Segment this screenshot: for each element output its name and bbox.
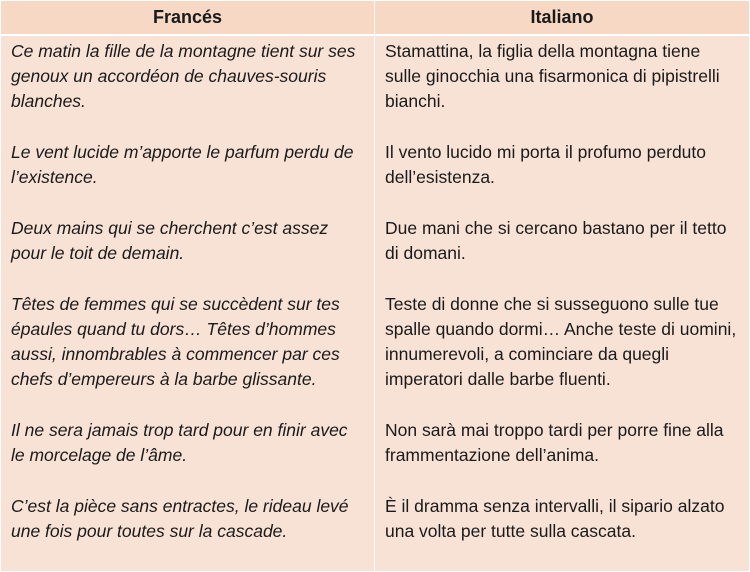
french-verse-6: C’est la pièce sans entractes, le rideau levé une fois pour toutes sur la cascade. bbox=[11, 496, 349, 541]
header-french: Francés bbox=[1, 1, 375, 36]
italian-verse-5: Non sarà mai troppo tardi per porre fine alla frammentazione dell’anima. bbox=[385, 420, 724, 465]
italian-verse-1: Stamattina, la figlia della montagna tiene sulle ginocchia una fisarmonica di pipistrelli bianchi. bbox=[385, 41, 720, 111]
italian-column bbox=[375, 35, 750, 571]
italian-verse-6: È il dramma senza intervalli, il sipario alzato una volta per tutte sulla cascata. bbox=[385, 496, 725, 541]
header-italian: Italiano bbox=[375, 1, 750, 36]
french-verse-2: Le vent lucide m’apporte le parfum perdu de l’existence. bbox=[11, 142, 354, 187]
french-verse-5: Il ne sera jamais trop tard pour en finir avec le morcelage de l’âme. bbox=[11, 420, 348, 465]
italian-verse-2: Il vento lucido mi porta il profumo perduto dell’esistenza. bbox=[385, 142, 706, 187]
french-verse-1: Ce matin la fille de la montagne tient sur ses genoux un accordéon de chauves-souris blanches. bbox=[11, 41, 356, 111]
italian-verse-4: Teste di donne che si susseguono sulle tue spalle quando dormi… Anche teste di uomini, innumerevoli, a cominciare da quegli imperatori dalle barbe fluenti. bbox=[385, 294, 737, 389]
french-verse-4: Têtes de femmes qui se succèdent sur tes épaules quand tu dors… Têtes d’hommes aussi, innombrables à commencer par ces chefs d’empereurs à la barbe glissante. bbox=[11, 294, 340, 389]
table-row bbox=[1, 35, 750, 571]
french-column bbox=[1, 35, 375, 571]
french-verse-3: Deux mains qui se cherchent c’est assez pour le toit de demain. bbox=[11, 218, 329, 263]
header-row bbox=[1, 1, 750, 36]
italian-verse-3: Due mani che si cercano bastano per il tetto di domani. bbox=[385, 218, 727, 263]
